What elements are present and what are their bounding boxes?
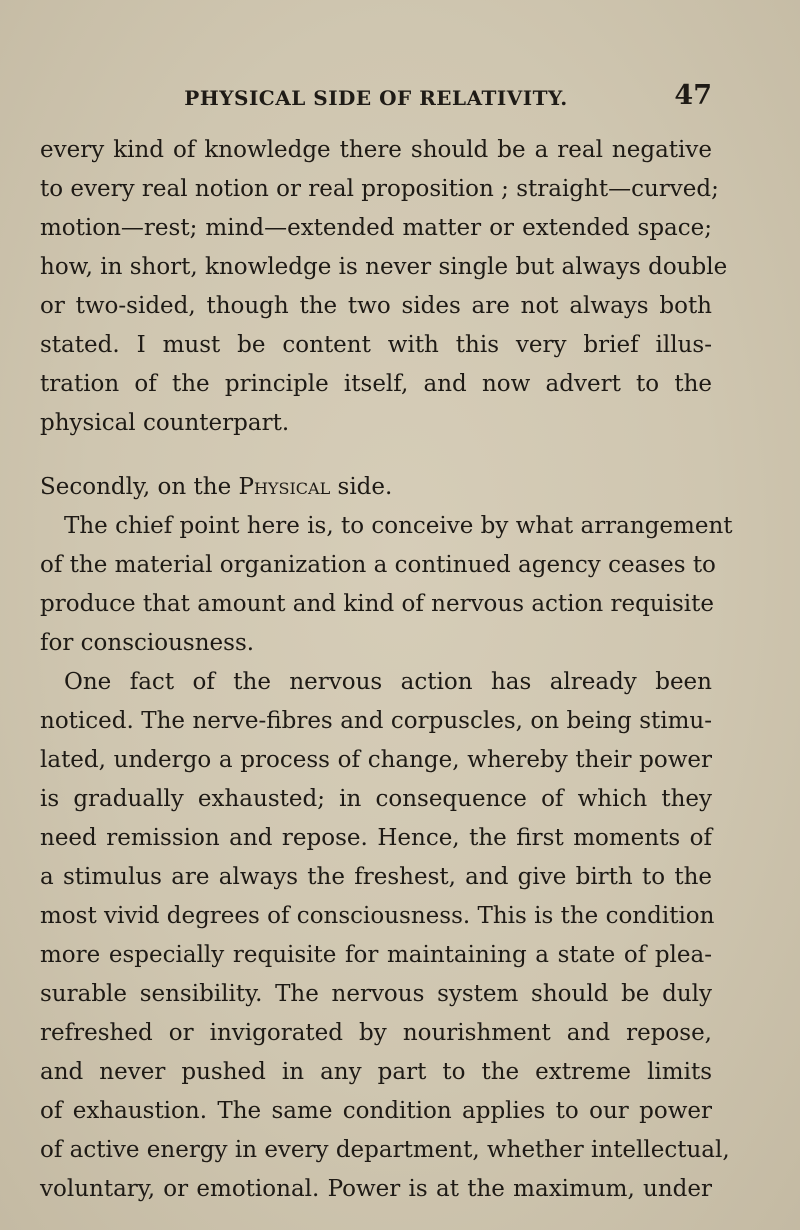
text-line: and never pushed in any part to the extreme limits bbox=[40, 1059, 712, 1085]
text-line: surable sensibility. The nervous system should be duly bbox=[40, 981, 712, 1007]
paragraph-gap bbox=[40, 443, 712, 468]
text-line: of exhaustion. The same condition applies to our power bbox=[40, 1098, 712, 1124]
text-line: stated. I must be content with this very brief illus- bbox=[40, 332, 712, 358]
text-line: refreshed or invigorated by nourishment and repose, bbox=[40, 1020, 712, 1046]
section-heading bbox=[40, 468, 712, 507]
text-line: every kind of knowledge there should be a real negative bbox=[40, 137, 712, 163]
text-line: need remission and repose. Hence, the first moments of bbox=[40, 825, 712, 851]
text-line: lated, undergo a process of change, whereby their power bbox=[40, 747, 712, 773]
text-line: of active energy in every department, whether intellectual, bbox=[40, 1137, 730, 1163]
heading-suffix: side. bbox=[330, 474, 393, 500]
text-line: physical counterpart. bbox=[40, 410, 290, 436]
text-line: or two-sided, though the two sides are not always both bbox=[40, 293, 712, 319]
text-line: is gradually exhausted; in consequence of which they bbox=[40, 786, 712, 812]
text-line: noticed. The nerve-fibres and corpuscles, on being stimu- bbox=[40, 708, 712, 734]
text-line: more especially requisite for maintaining a state of plea- bbox=[40, 942, 712, 968]
text-line: how, in short, knowledge is never single but always double bbox=[40, 254, 728, 280]
heading-prefix: Secondly, on the bbox=[40, 474, 239, 500]
text-line: One fact of the nervous action has already been bbox=[64, 669, 712, 695]
text-line: most vivid degrees of consciousness. This is the condition bbox=[40, 903, 715, 929]
text-line: a stimulus are always the freshest, and give birth to the bbox=[40, 864, 712, 890]
running-head bbox=[40, 80, 712, 116]
text-line: motion—rest; mind—extended matter or extended space; bbox=[40, 215, 712, 241]
text-line: produce that amount and kind of nervous action requisite bbox=[40, 591, 715, 617]
text-line: of the material organization a continued agency ceases to bbox=[40, 552, 716, 578]
page-number: 47 bbox=[674, 80, 712, 111]
text-line: tration of the principle itself, and now advert to the bbox=[40, 371, 712, 397]
text-line: The chief point here is, to conceive by what arrangement bbox=[64, 513, 733, 539]
body-text bbox=[40, 131, 733, 1209]
heading-smallcaps: Physical bbox=[238, 474, 331, 500]
text-line: for consciousness. bbox=[40, 630, 255, 656]
text-line: voluntary, or emotional. Power is at the maximum, under bbox=[40, 1176, 712, 1202]
text-line: to every real notion or real proposition ; straight—curved; bbox=[40, 176, 719, 202]
running-title: PHYSICAL SIDE OF RELATIVITY. bbox=[184, 86, 568, 110]
